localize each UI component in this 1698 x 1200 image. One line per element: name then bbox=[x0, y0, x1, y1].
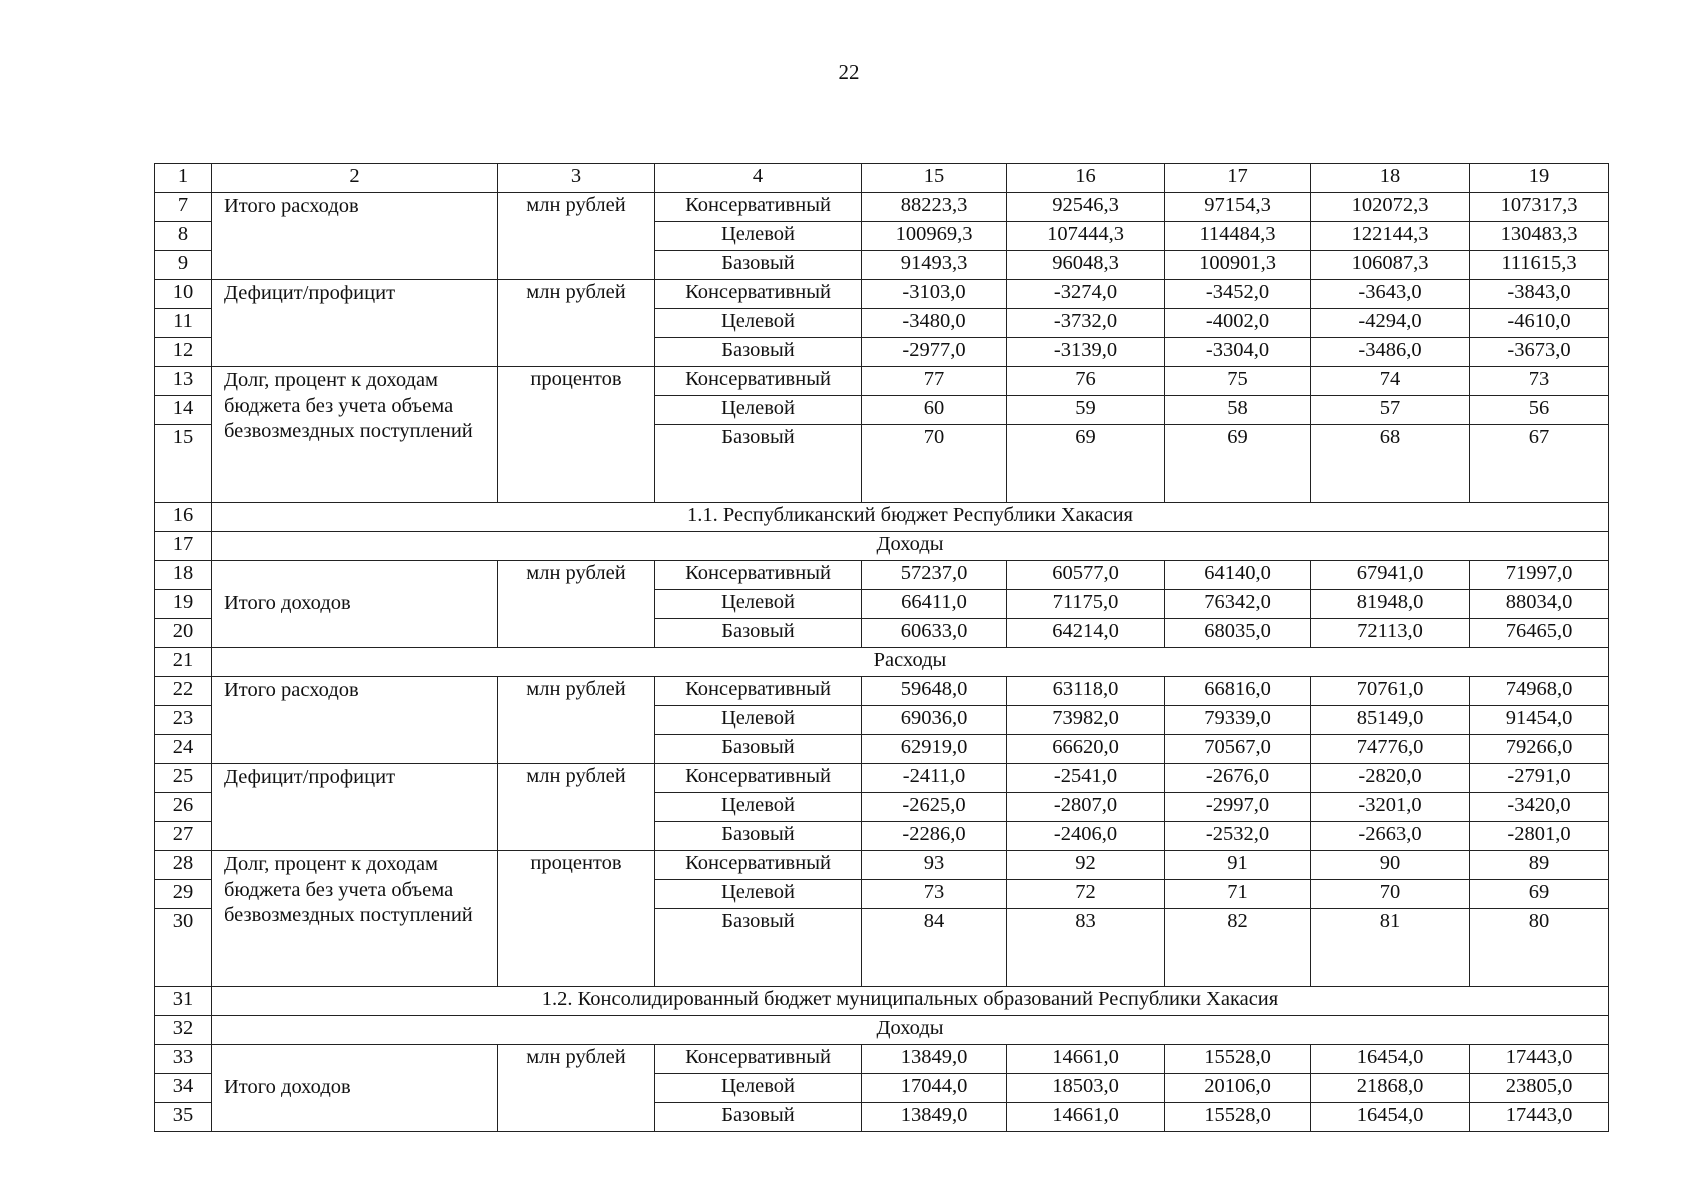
row-number: 32 bbox=[155, 1016, 212, 1045]
value-cell: -3673,0 bbox=[1470, 338, 1609, 367]
row-number: 10 bbox=[155, 280, 212, 309]
value-cell: 63118,0 bbox=[1007, 677, 1165, 706]
value-cell: 13849,0 bbox=[862, 1045, 1007, 1074]
column-number-cell: 18 bbox=[1311, 164, 1470, 193]
section-title: Доходы bbox=[212, 532, 1609, 561]
value-cell: 71997,0 bbox=[1470, 561, 1609, 590]
value-cell: 91 bbox=[1165, 851, 1311, 880]
scenario-cell: Целевой bbox=[655, 309, 862, 338]
value-cell: 18503,0 bbox=[1007, 1074, 1165, 1103]
column-number-cell: 19 bbox=[1470, 164, 1609, 193]
column-number-cell: 1 bbox=[155, 164, 212, 193]
unit-cell: млн рублей bbox=[498, 561, 655, 648]
table-row bbox=[155, 677, 1609, 706]
value-cell: -3486,0 bbox=[1311, 338, 1470, 367]
value-cell: 60633,0 bbox=[862, 619, 1007, 648]
value-cell: 75 bbox=[1165, 367, 1311, 396]
section-row bbox=[155, 1016, 1609, 1045]
value-cell: 130483,3 bbox=[1470, 222, 1609, 251]
value-cell: 80 bbox=[1470, 909, 1609, 987]
page-number: 22 bbox=[838, 60, 860, 84]
scenario-cell: Базовый bbox=[655, 251, 862, 280]
scenario-cell: Целевой bbox=[655, 1074, 862, 1103]
value-cell: 73982,0 bbox=[1007, 706, 1165, 735]
value-cell: 73 bbox=[862, 880, 1007, 909]
column-number-cell: 3 bbox=[498, 164, 655, 193]
row-number: 7 bbox=[155, 193, 212, 222]
value-cell: -2286,0 bbox=[862, 822, 1007, 851]
value-cell: 69 bbox=[1007, 425, 1165, 503]
row-number: 13 bbox=[155, 367, 212, 396]
unit-cell: процентов bbox=[498, 367, 655, 503]
section-title: 1.1. Республиканский бюджет Республики Хакасия bbox=[212, 503, 1609, 532]
table-row bbox=[155, 764, 1609, 793]
indicator-name: Дефицит/профицит bbox=[212, 280, 498, 367]
value-cell: 57 bbox=[1311, 396, 1470, 425]
value-cell: 90 bbox=[1311, 851, 1470, 880]
value-cell: 17443,0 bbox=[1470, 1103, 1609, 1132]
value-cell: -3843,0 bbox=[1470, 280, 1609, 309]
column-number-cell: 16 bbox=[1007, 164, 1165, 193]
scenario-cell: Базовый bbox=[655, 735, 862, 764]
value-cell: 23805,0 bbox=[1470, 1074, 1609, 1103]
value-cell: 60577,0 bbox=[1007, 561, 1165, 590]
row-number: 18 bbox=[155, 561, 212, 590]
value-cell: 88034,0 bbox=[1470, 590, 1609, 619]
scenario-cell: Базовый bbox=[655, 425, 862, 503]
value-cell: 74 bbox=[1311, 367, 1470, 396]
value-cell: 74968,0 bbox=[1470, 677, 1609, 706]
scenario-cell: Базовый bbox=[655, 822, 862, 851]
value-cell: -2411,0 bbox=[862, 764, 1007, 793]
value-cell: 14661,0 bbox=[1007, 1045, 1165, 1074]
value-cell: 60 bbox=[862, 396, 1007, 425]
value-cell: 71 bbox=[1165, 880, 1311, 909]
value-cell: 88223,3 bbox=[862, 193, 1007, 222]
value-cell: 76342,0 bbox=[1165, 590, 1311, 619]
table-row bbox=[155, 1045, 1609, 1074]
value-cell: 92546,3 bbox=[1007, 193, 1165, 222]
value-cell: -3139,0 bbox=[1007, 338, 1165, 367]
value-cell: 70 bbox=[862, 425, 1007, 503]
row-number: 30 bbox=[155, 909, 212, 987]
value-cell: 79339,0 bbox=[1165, 706, 1311, 735]
value-cell: 69 bbox=[1470, 880, 1609, 909]
section-row bbox=[155, 987, 1609, 1016]
scenario-cell: Консервативный bbox=[655, 280, 862, 309]
row-number: 16 bbox=[155, 503, 212, 532]
indicator-name: Итого доходов bbox=[212, 561, 498, 648]
value-cell: -2791,0 bbox=[1470, 764, 1609, 793]
value-cell: -4002,0 bbox=[1165, 309, 1311, 338]
row-number: 9 bbox=[155, 251, 212, 280]
value-cell: 81 bbox=[1311, 909, 1470, 987]
scenario-cell: Консервативный bbox=[655, 561, 862, 590]
value-cell: -3201,0 bbox=[1311, 793, 1470, 822]
value-cell: 102072,3 bbox=[1311, 193, 1470, 222]
value-cell: 17044,0 bbox=[862, 1074, 1007, 1103]
value-cell: -3420,0 bbox=[1470, 793, 1609, 822]
value-cell: -3732,0 bbox=[1007, 309, 1165, 338]
value-cell: 64140,0 bbox=[1165, 561, 1311, 590]
value-cell: -3480,0 bbox=[862, 309, 1007, 338]
row-number: 19 bbox=[155, 590, 212, 619]
value-cell: 92 bbox=[1007, 851, 1165, 880]
value-cell: 84 bbox=[862, 909, 1007, 987]
section-row bbox=[155, 503, 1609, 532]
value-cell: 83 bbox=[1007, 909, 1165, 987]
section-row bbox=[155, 648, 1609, 677]
value-cell: 66816,0 bbox=[1165, 677, 1311, 706]
value-cell: -4294,0 bbox=[1311, 309, 1470, 338]
value-cell: 68035,0 bbox=[1165, 619, 1311, 648]
row-number: 11 bbox=[155, 309, 212, 338]
section-title: Расходы bbox=[212, 648, 1609, 677]
row-number: 21 bbox=[155, 648, 212, 677]
table-row bbox=[155, 367, 1609, 396]
scenario-cell: Базовый bbox=[655, 338, 862, 367]
row-number: 17 bbox=[155, 532, 212, 561]
value-cell: -2406,0 bbox=[1007, 822, 1165, 851]
scenario-cell: Целевой bbox=[655, 880, 862, 909]
unit-cell: млн рублей bbox=[498, 677, 655, 764]
row-number: 20 bbox=[155, 619, 212, 648]
row-number: 25 bbox=[155, 764, 212, 793]
value-cell: 79266,0 bbox=[1470, 735, 1609, 764]
value-cell: 93 bbox=[862, 851, 1007, 880]
value-cell: 56 bbox=[1470, 396, 1609, 425]
value-cell: 13849,0 bbox=[862, 1103, 1007, 1132]
indicator-name: Дефицит/профицит bbox=[212, 764, 498, 851]
section-row bbox=[155, 532, 1609, 561]
value-cell: 82 bbox=[1165, 909, 1311, 987]
scenario-cell: Базовый bbox=[655, 1103, 862, 1132]
row-number: 33 bbox=[155, 1045, 212, 1074]
value-cell: 57237,0 bbox=[862, 561, 1007, 590]
value-cell: 58 bbox=[1165, 396, 1311, 425]
value-cell: -4610,0 bbox=[1470, 309, 1609, 338]
value-cell: 69036,0 bbox=[862, 706, 1007, 735]
value-cell: -2997,0 bbox=[1165, 793, 1311, 822]
value-cell: 73 bbox=[1470, 367, 1609, 396]
value-cell: -3643,0 bbox=[1311, 280, 1470, 309]
value-cell: 62919,0 bbox=[862, 735, 1007, 764]
column-number-cell: 17 bbox=[1165, 164, 1311, 193]
value-cell: 107444,3 bbox=[1007, 222, 1165, 251]
table-row bbox=[155, 193, 1609, 222]
value-cell: 69 bbox=[1165, 425, 1311, 503]
column-number-cell: 15 bbox=[862, 164, 1007, 193]
scenario-cell: Консервативный bbox=[655, 367, 862, 396]
value-cell: -2541,0 bbox=[1007, 764, 1165, 793]
indicator-name: Итого расходов bbox=[212, 677, 498, 764]
value-cell: 16454,0 bbox=[1311, 1045, 1470, 1074]
column-number-row bbox=[155, 164, 1609, 193]
value-cell: 106087,3 bbox=[1311, 251, 1470, 280]
value-cell: 70761,0 bbox=[1311, 677, 1470, 706]
row-number: 12 bbox=[155, 338, 212, 367]
row-number: 29 bbox=[155, 880, 212, 909]
value-cell: -3304,0 bbox=[1165, 338, 1311, 367]
row-number: 24 bbox=[155, 735, 212, 764]
section-title: 1.2. Консолидированный бюджет муниципальных образований Республики Хакасия bbox=[212, 987, 1609, 1016]
unit-cell: млн рублей bbox=[498, 764, 655, 851]
value-cell: 89 bbox=[1470, 851, 1609, 880]
value-cell: 71175,0 bbox=[1007, 590, 1165, 619]
value-cell: -3103,0 bbox=[862, 280, 1007, 309]
row-number: 31 bbox=[155, 987, 212, 1016]
value-cell: 96048,3 bbox=[1007, 251, 1165, 280]
value-cell: 81948,0 bbox=[1311, 590, 1470, 619]
value-cell: -2676,0 bbox=[1165, 764, 1311, 793]
value-cell: 122144,3 bbox=[1311, 222, 1470, 251]
scenario-cell: Консервативный bbox=[655, 1045, 862, 1074]
scenario-cell: Целевой bbox=[655, 706, 862, 735]
section-title: Доходы bbox=[212, 1016, 1609, 1045]
value-cell: -2625,0 bbox=[862, 793, 1007, 822]
scenario-cell: Консервативный bbox=[655, 193, 862, 222]
value-cell: 111615,3 bbox=[1470, 251, 1609, 280]
value-cell: 70567,0 bbox=[1165, 735, 1311, 764]
scenario-cell: Целевой bbox=[655, 590, 862, 619]
scenario-cell: Консервативный bbox=[655, 851, 862, 880]
value-cell: 72113,0 bbox=[1311, 619, 1470, 648]
value-cell: 14661,0 bbox=[1007, 1103, 1165, 1132]
value-cell: -2820,0 bbox=[1311, 764, 1470, 793]
row-number: 35 bbox=[155, 1103, 212, 1132]
value-cell: -2801,0 bbox=[1470, 822, 1609, 851]
scenario-cell: Целевой bbox=[655, 222, 862, 251]
scenario-cell: Целевой bbox=[655, 793, 862, 822]
value-cell: 114484,3 bbox=[1165, 222, 1311, 251]
unit-cell: млн рублей bbox=[498, 1045, 655, 1132]
row-number: 22 bbox=[155, 677, 212, 706]
value-cell: 100969,3 bbox=[862, 222, 1007, 251]
value-cell: 76465,0 bbox=[1470, 619, 1609, 648]
value-cell: 91493,3 bbox=[862, 251, 1007, 280]
indicator-name: Итого доходов bbox=[212, 1045, 498, 1132]
unit-cell: процентов bbox=[498, 851, 655, 987]
value-cell: 66620,0 bbox=[1007, 735, 1165, 764]
value-cell: 67 bbox=[1470, 425, 1609, 503]
table-body bbox=[155, 164, 1609, 1132]
row-number: 27 bbox=[155, 822, 212, 851]
scenario-cell: Консервативный bbox=[655, 764, 862, 793]
value-cell: 77 bbox=[862, 367, 1007, 396]
value-cell: 66411,0 bbox=[862, 590, 1007, 619]
value-cell: -3274,0 bbox=[1007, 280, 1165, 309]
value-cell: -2663,0 bbox=[1311, 822, 1470, 851]
value-cell: -2977,0 bbox=[862, 338, 1007, 367]
unit-cell: млн рублей bbox=[498, 280, 655, 367]
scenario-cell: Консервативный bbox=[655, 677, 862, 706]
value-cell: 67941,0 bbox=[1311, 561, 1470, 590]
value-cell: 91454,0 bbox=[1470, 706, 1609, 735]
column-number-cell: 2 bbox=[212, 164, 498, 193]
value-cell: 85149,0 bbox=[1311, 706, 1470, 735]
table-row bbox=[155, 561, 1609, 590]
value-cell: 59648,0 bbox=[862, 677, 1007, 706]
value-cell: -2532,0 bbox=[1165, 822, 1311, 851]
scenario-cell: Целевой bbox=[655, 396, 862, 425]
value-cell: -2807,0 bbox=[1007, 793, 1165, 822]
value-cell: 70 bbox=[1311, 880, 1470, 909]
value-cell: 59 bbox=[1007, 396, 1165, 425]
value-cell: 72 bbox=[1007, 880, 1165, 909]
row-number: 15 bbox=[155, 425, 212, 503]
row-number: 8 bbox=[155, 222, 212, 251]
row-number: 23 bbox=[155, 706, 212, 735]
value-cell: 68 bbox=[1311, 425, 1470, 503]
value-cell: 15528,0 bbox=[1165, 1045, 1311, 1074]
value-cell: 64214,0 bbox=[1007, 619, 1165, 648]
value-cell: 17443,0 bbox=[1470, 1045, 1609, 1074]
table-row bbox=[155, 280, 1609, 309]
column-number-cell: 4 bbox=[655, 164, 862, 193]
value-cell: 76 bbox=[1007, 367, 1165, 396]
scenario-cell: Базовый bbox=[655, 619, 862, 648]
value-cell: 100901,3 bbox=[1165, 251, 1311, 280]
value-cell: 21868,0 bbox=[1311, 1074, 1470, 1103]
indicator-name: Долг, процент к доходам бюджета без учета объема безвозмездных поступлений bbox=[212, 851, 498, 987]
scenario-cell: Базовый bbox=[655, 909, 862, 987]
row-number: 14 bbox=[155, 396, 212, 425]
value-cell: 20106,0 bbox=[1165, 1074, 1311, 1103]
value-cell: 16454,0 bbox=[1311, 1103, 1470, 1132]
row-number: 34 bbox=[155, 1074, 212, 1103]
value-cell: 74776,0 bbox=[1311, 735, 1470, 764]
value-cell: 15528,0 bbox=[1165, 1103, 1311, 1132]
unit-cell: млн рублей bbox=[498, 193, 655, 280]
value-cell: 97154,3 bbox=[1165, 193, 1311, 222]
value-cell: 107317,3 bbox=[1470, 193, 1609, 222]
row-number: 28 bbox=[155, 851, 212, 880]
forecast-table bbox=[154, 163, 1609, 1132]
indicator-name: Итого расходов bbox=[212, 193, 498, 280]
table-row bbox=[155, 851, 1609, 880]
value-cell: -3452,0 bbox=[1165, 280, 1311, 309]
indicator-name: Долг, процент к доходам бюджета без учета объема безвозмездных поступлений bbox=[212, 367, 498, 503]
row-number: 26 bbox=[155, 793, 212, 822]
